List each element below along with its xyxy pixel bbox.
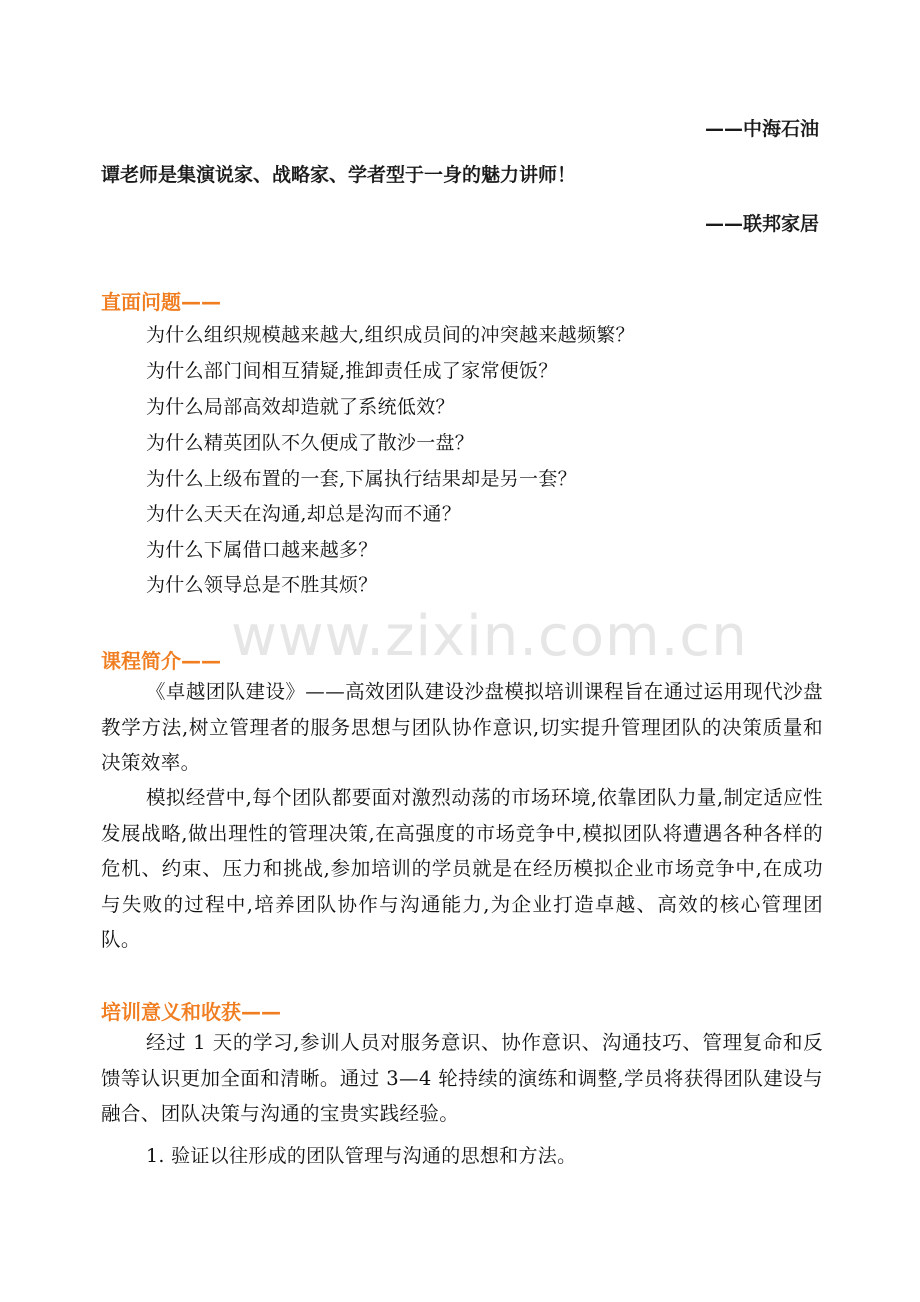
section-heading-intro: 课程简介—— <box>101 649 221 673</box>
watermark: www.zixin.com.cn <box>231 604 748 669</box>
question-item: 为什么组织规模越来越大,组织成员间的冲突越来越频繁？ <box>146 324 635 346</box>
question-item: 为什么上级布置的一套,下属执行结果却是另一套？ <box>146 468 577 490</box>
section-heading-benefits: 培训意义和收获—— <box>101 1000 281 1024</box>
question-item: 为什么部门间相互猜疑,推卸责任成了家常便饭？ <box>146 360 558 382</box>
benefit-list-item: 1. 验证以往形成的团队管理与沟通的思想和方法。 <box>146 1145 577 1167</box>
section-heading-problems: 直面问题—— <box>101 290 221 314</box>
testimonial-attribution: ——中海石油 <box>704 118 819 140</box>
testimonial-quote: 谭老师是集演说家、战略家、学者型于一身的魅力讲师！ <box>101 164 577 186</box>
intro-paragraph: 《卓越团队建设》——高效团队建设沙盘模拟培训课程旨在通过运用现代沙盘教学方法,树立管理者的服务思想与团队协作意识,切实提升管理团队的决策质量和决策效率。 <box>101 680 823 774</box>
testimonial-attribution: ——联邦家居 <box>704 213 819 235</box>
question-item: 为什么天天在沟通,却总是沟而不通？ <box>146 503 462 525</box>
question-item: 为什么局部高效却造就了系统低效？ <box>146 396 455 418</box>
question-item: 为什么精英团队不久便成了散沙一盘？ <box>146 432 475 454</box>
question-item: 为什么领导总是不胜其烦？ <box>146 574 378 596</box>
intro-paragraph: 模拟经营中,每个团队都要面对激烈动荡的市场环境,依靠团队力量,制定适应性发展战略,做出理性的管理决策,在高强度的市场竞争中,模拟团队将遭遇各种各样的危机、约束、压力和挑战,参加培训的学员就是在经历模拟企业市场竞争中,在成功与失败的过程中,培养团队协作与沟通能力,为企业打造卓越、高效的核心管理团队。 <box>101 786 823 951</box>
question-item: 为什么下属借口越来越多？ <box>146 539 378 561</box>
benefits-paragraph: 经过 1 天的学习,参训人员对服务意识、协作意识、沟通技巧、管理复命和反馈等认识更加全面和清晰。通过 3—4 轮持续的演练和调整,学员将获得团队建设与融合、团队决策与沟通的宝贵实践经验。 <box>101 1031 824 1125</box>
